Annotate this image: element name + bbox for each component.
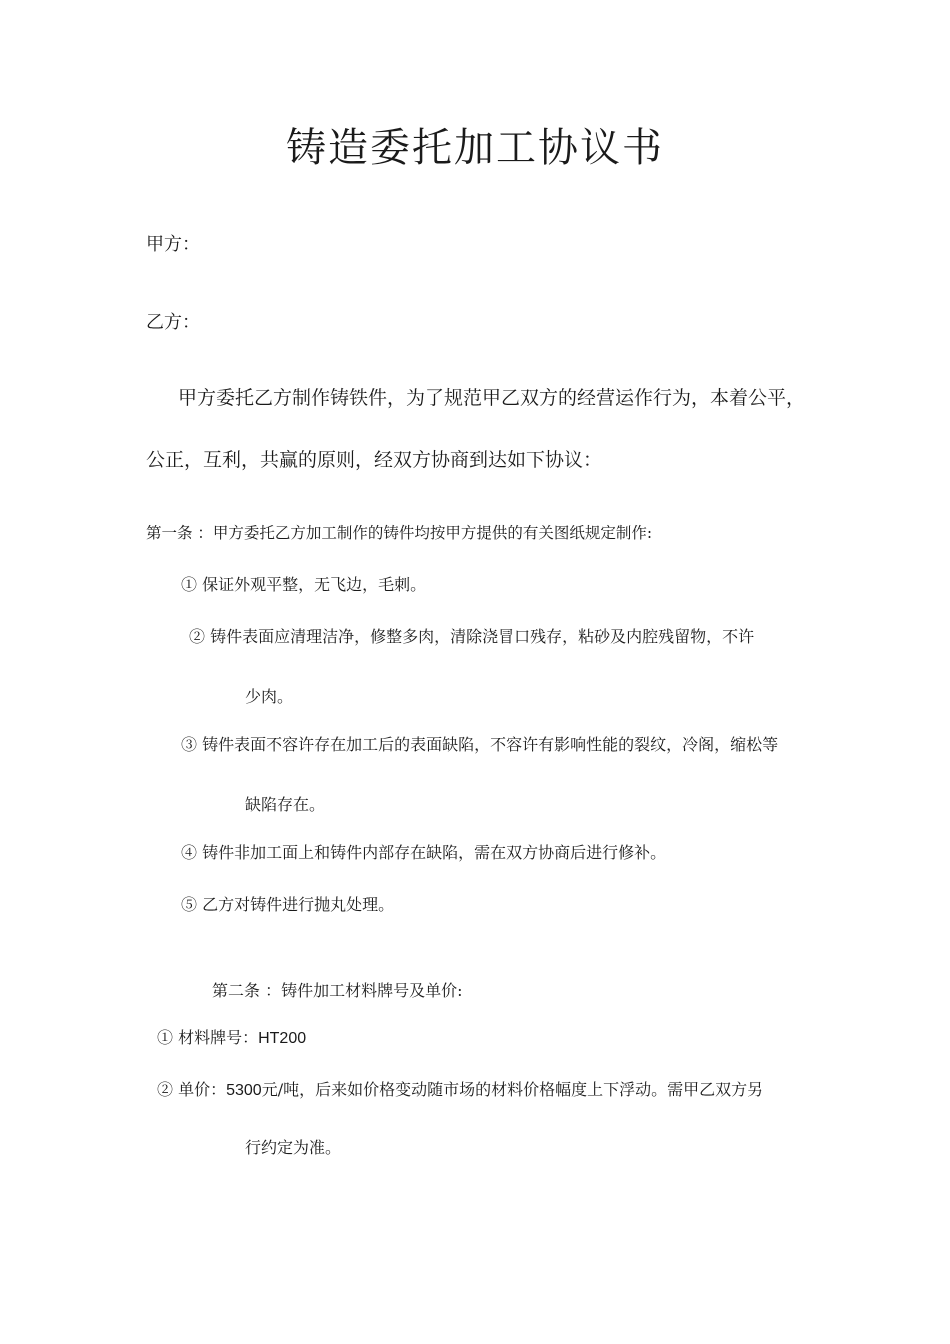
- party-a-label: 甲方：: [146, 234, 200, 255]
- unit-price-rest: 元/吨，后来如价格变动随市场的材料价格幅度上下浮动。需甲乙双方另: [261, 1080, 764, 1099]
- article-1-item-2: ② 铸件表面应清理洁净，修整多肉，清除浇冒口残存，粘砂及内腔残留物，不许: [189, 627, 755, 646]
- article-2-item-2: [157, 1082, 763, 1099]
- material-grade-prefix: ① 材料牌号：: [157, 1028, 259, 1047]
- article-1-item-3-cont: 缺陷存在。: [245, 795, 326, 814]
- article-2-item-2-cont: 行约定为准。: [245, 1138, 342, 1157]
- article-1-item-3: ③ 铸件表面不容许存在加工后的表面缺陷，不容许有影响性能的裂纹，冷阁，缩松等: [181, 735, 779, 754]
- unit-price-prefix: ② 单价：: [157, 1080, 227, 1099]
- article-1-heading: 第一条 ：甲方委托乙方加工制作的铸件均按甲方提供的有关图纸规定制作:: [146, 524, 653, 542]
- unit-price-value: 5300: [226, 1082, 262, 1099]
- intro-line-1: 甲方委托乙方制作铸铁件，为了规范甲乙双方的经营运作行为，本着公平，: [178, 387, 806, 409]
- party-b-label: 乙方：: [146, 312, 200, 333]
- article-1-item-1: ① 保证外观平整，无飞边，毛刺。: [181, 575, 427, 594]
- article-2-item-1: [157, 1030, 306, 1047]
- document-title: 铸造委托加工协议书: [286, 125, 664, 171]
- intro-line-2: 公正，互利，共赢的原则，经双方协商到达如下协议：: [146, 449, 603, 471]
- article-2-heading: 第二条 ：铸件加工材料牌号及单价:: [212, 981, 463, 1000]
- article-1-item-2-cont: 少肉。: [245, 687, 294, 706]
- article-1-item-4: ④ 铸件非加工面上和铸件内部存在缺陷，需在双方协商后进行修补。: [181, 843, 667, 862]
- material-grade-value: HT200: [258, 1030, 307, 1047]
- article-1-item-5: ⑤ 乙方对铸件进行抛丸处理。: [181, 895, 395, 914]
